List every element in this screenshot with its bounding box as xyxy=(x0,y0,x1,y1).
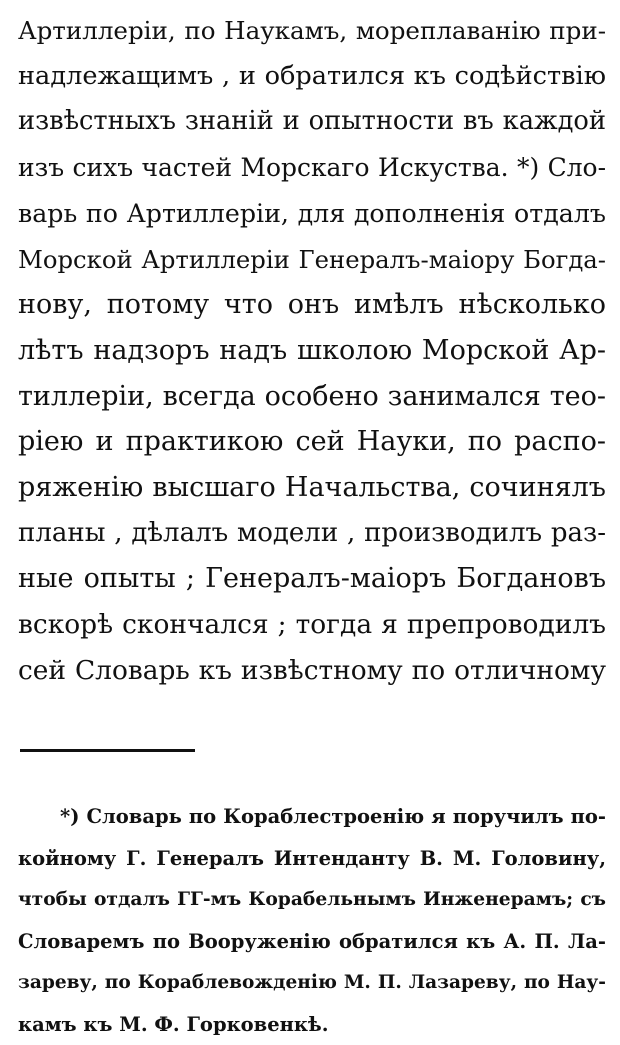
footnote-line: Словаремъ по Вооруженію обратился къ А. П. Ла- xyxy=(18,921,606,963)
footnote-line: койному Г. Генералъ Интенданту В. М. Головину, xyxy=(18,838,606,880)
footnote-line: чтобы отдалъ ГГ-мъ Корабельнымъ Инженерамъ; съ xyxy=(18,879,606,921)
main-text-line: планы , дѣлалъ модели , производилъ раз- xyxy=(18,511,606,557)
footnote-line: камъ къ М. Ф. Горковенкѣ. xyxy=(18,1004,606,1045)
main-text-line: Артиллеріи, по Наукамъ, мореплаванію при- xyxy=(18,8,606,54)
main-text-line: Морской Артиллеріи Генералъ-маіору Богда- xyxy=(18,237,606,283)
footnote-separator-rule xyxy=(20,749,195,752)
main-text-line: извѣстныхъ знаній и опытности въ каждой xyxy=(18,99,606,145)
main-text-line: ріею и практикою сей Науки, по распо- xyxy=(18,419,606,465)
footnote-line: *) Словарь по Кораблестроенію я поручилъ по- xyxy=(18,796,606,838)
main-text-line: сей Словарь къ извѣстному по отличному xyxy=(18,648,606,694)
main-text-line: нову, потому что онъ имѣлъ нѣсколько xyxy=(18,282,606,328)
main-text-line: ные опыты ; Генералъ-маіоръ Богдановъ xyxy=(18,556,606,602)
main-text-line: лѣтъ надзоръ надъ школою Морской Ар- xyxy=(18,328,606,374)
main-text-line: надлежащимъ , и обратился къ содѣйствію xyxy=(18,54,606,100)
main-text-line: варь по Артиллеріи, для дополненія отдалъ xyxy=(18,191,606,237)
main-text-line: изъ сихъ частей Морскаго Искуства. *) Сло- xyxy=(18,145,606,191)
main-text-block xyxy=(18,8,606,694)
main-text-line: ряженію высшаго Начальства, сочинялъ xyxy=(18,465,606,511)
main-text-line: вскорѣ скончался ; тогда я препроводилъ xyxy=(18,602,606,648)
footnote-line: зареву, по Кораблевожденію М. П. Лазареву, по Нау- xyxy=(18,962,606,1004)
main-text-line: тиллеріи, всегда особено занимался тео- xyxy=(18,374,606,420)
footnote-block xyxy=(18,796,606,1045)
